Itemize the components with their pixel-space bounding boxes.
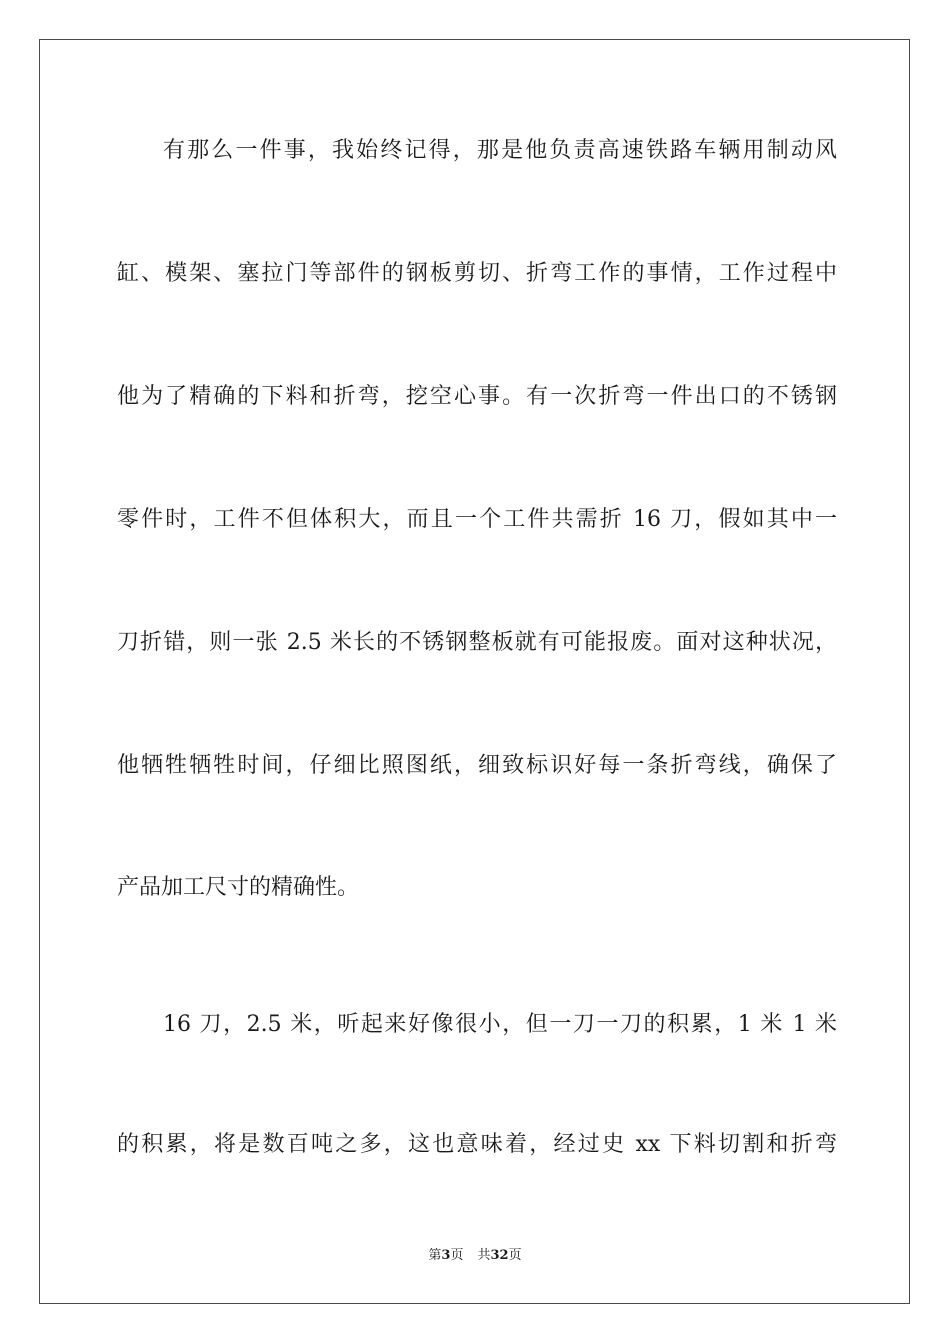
current-page-number: 3	[441, 1248, 451, 1263]
text-line: 零件时，工件不但体积大，而且一个工件共需折 16 刀，假如其中一	[117, 507, 837, 532]
footer-text: 页	[450, 1248, 464, 1263]
total-pages-label	[477, 1248, 521, 1263]
page-footer	[0, 1246, 950, 1266]
footer-text: 第	[428, 1248, 442, 1263]
text-line: 他牺牲牺牲时间，仔细比照图纸，细致标识好每一条折弯线，确保了	[117, 753, 837, 778]
text-line: 的积累，将是数百吨之多，这也意味着，经过史 xx 下料切割和折弯	[117, 1132, 837, 1157]
footer-text: 共	[477, 1248, 491, 1263]
text-line: 缸、模架、塞拉门等部件的钢板剪切、折弯工作的事情，工作过程中	[117, 261, 837, 286]
text-line: 刀折错，则一张 2.5 米长的不锈钢整板就有可能报废。面对这种状况，	[117, 630, 837, 655]
text-line: 产品加工尺寸的精确性。	[117, 875, 360, 900]
total-page-number: 32	[490, 1248, 509, 1263]
text-line: 16 刀，2.5 米，听起来好像很小，但一刀一刀的积累，1 米 1 米	[163, 1012, 837, 1037]
text-line: 他为了精确的下料和折弯，挖空心事。有一次折弯一件出口的不锈钢	[117, 384, 837, 409]
text-line: 有那么一件事，我始终记得，那是他负责高速铁路车辆用制动风	[163, 138, 837, 163]
page-number-label	[428, 1248, 463, 1263]
page-border	[39, 39, 910, 1304]
footer-text: 页	[508, 1248, 522, 1263]
